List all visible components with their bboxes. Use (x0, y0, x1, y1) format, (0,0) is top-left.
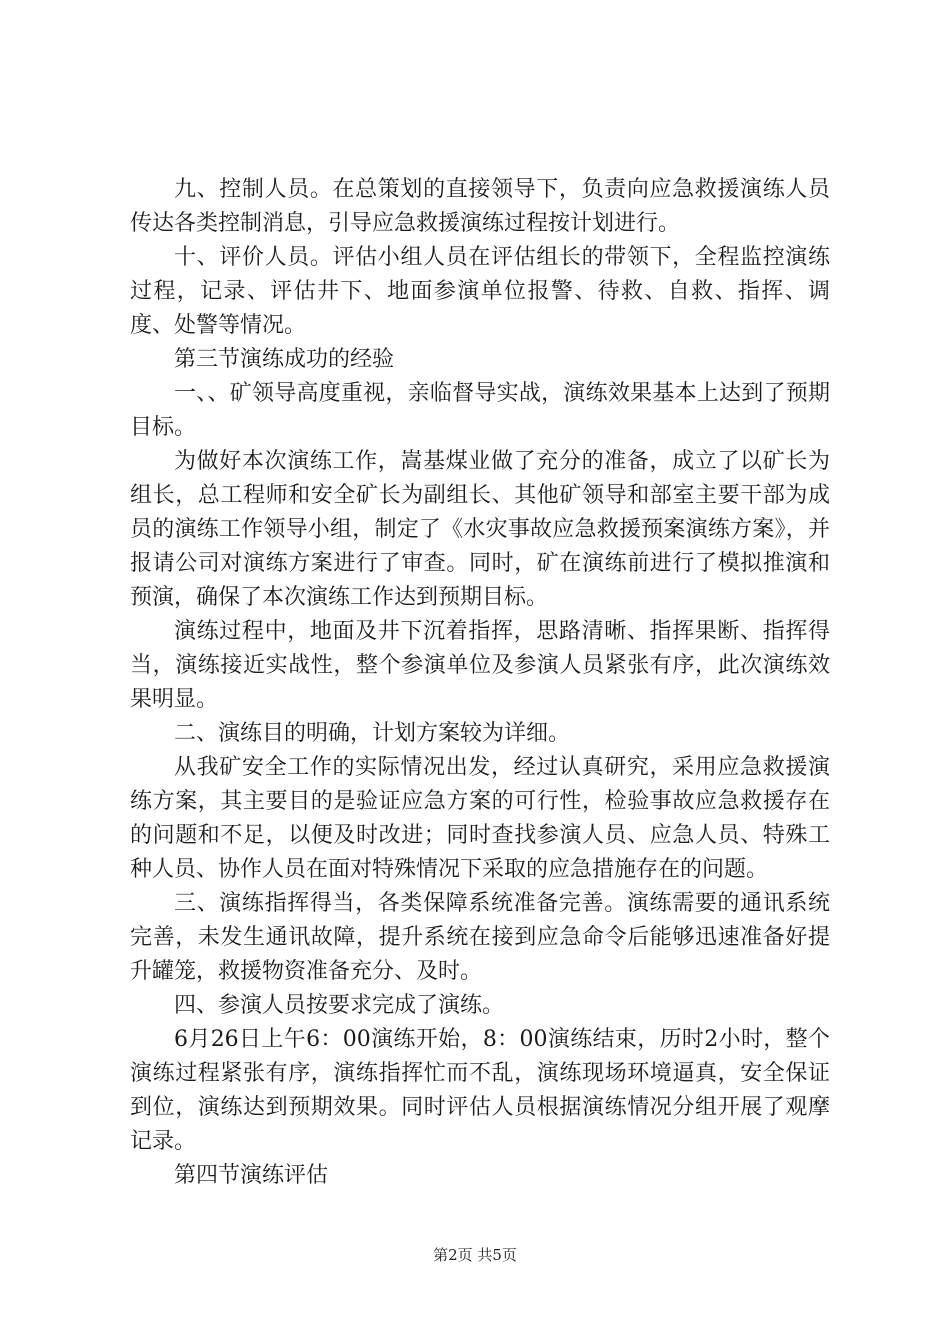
paragraph-participants: 四、参演人员按要求完成了演练。 (174, 993, 505, 1018)
paragraph-command-support: 三、演练指挥得当，各类保障系统准备完善。演练需要的通讯系统完善，未发生通讯故障，提升系统在接到应急命令后能够迅速准备好提升罐笼，救援物资准备充分、及时。 (130, 891, 830, 984)
page-footer: 第2页 共5页 (433, 1246, 517, 1264)
paragraph-preparation: 为做好本次演练工作，嵩基煤业做了充分的准备，成立了以矿长为组长，总工程师和安全矿长为副组长、其他矿领导和部室主要干部为成员的演练工作领导小组，制定了《水灾事故应急救援预案演练方案》，并报请公司对演练方案进行了审查。同时，矿在演练前进行了模拟推演和预演，确保了本次演练工作达到预期目标。 (130, 449, 830, 610)
paragraph-control-staff: 九、控制人员。在总策划的直接领导下，负责向应急救援演练人员传达各类控制消息，引导应急救援演练过程按计划进行。 (130, 177, 830, 236)
paragraph-evaluation-staff: 十、评价人员。评估小组人员在评估组长的带领下，全程监控演练过程，记录、评估井下、地面参演单位报警、待救、自救、指挥、调度、处警等情况。 (130, 245, 830, 338)
document-body (130, 173, 830, 1193)
paragraph-purpose: 从我矿安全工作的实际情况出发，经过认真研究，采用应急救援演练方案，其主要目的是验证应急方案的可行性，检验事故应急救援存在的问题和不足，以便及时改进；同时查找参演人员、应急人员、特殊工种人员、协作人员在面对特殊情况下采取的应急措施存在的问题。 (130, 755, 830, 882)
paragraph-clear-objective: 二、演练目的明确，计划方案较为详细。 (174, 721, 571, 746)
paragraph-leadership: 一、、矿领导高度重视，亲临督导实战，演练效果基本上达到了预期目标。 (130, 381, 830, 440)
section-heading-evaluation: 第四节演练评估 (174, 1163, 329, 1188)
paragraph-timeline: 6月26日上午6：00演练开始，8：00演练结束，历时2小时，整个演练过程紧张有序，演练指挥忙而不乱，演练现场环境逼真，安全保证到位，演练达到预期效果。同时评估人员根据演练情况分组开展了观摩记录。 (130, 1027, 830, 1154)
paragraph-process: 演练过程中，地面及井下沉着指挥，思路清晰、指挥果断、指挥得当，演练接近实战性，整个参演单位及参演人员紧张有序，此次演练效果明显。 (130, 619, 830, 712)
section-heading-success-experience: 第三节演练成功的经验 (174, 347, 395, 372)
